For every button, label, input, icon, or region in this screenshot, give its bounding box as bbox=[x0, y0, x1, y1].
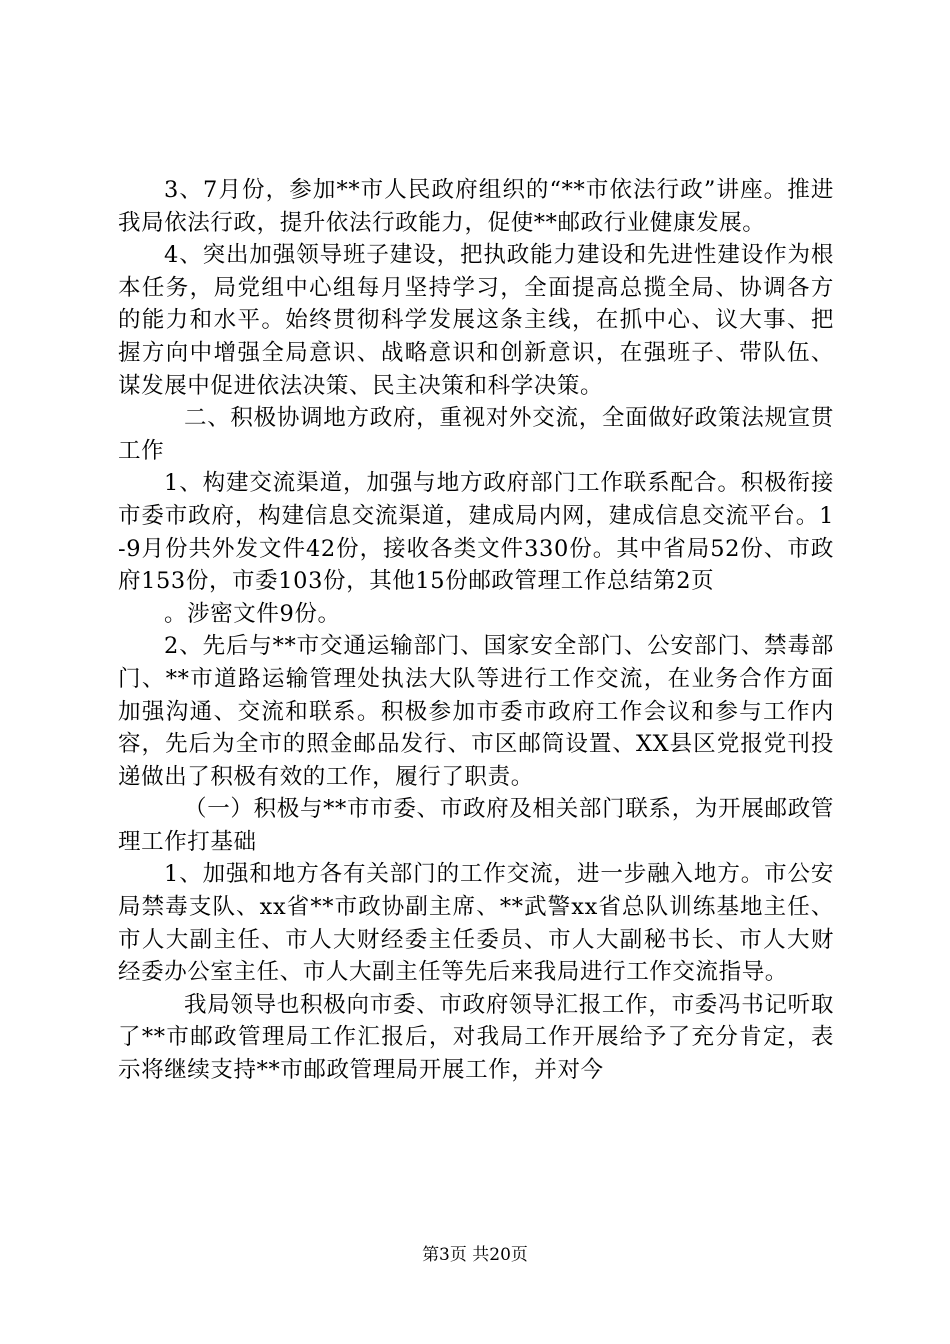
paragraph-item-3: 3、7月份，参加**市人民政府组织的“**市依法行政”讲座。推进我局依法行政，提升依法行政能力，促使**邮政行业健康发展。 bbox=[118, 177, 834, 236]
paragraph-item-1-b: 1、加强和地方各有关部门的工作交流，进一步融入地方。市公安局禁毒支队、xx省**市政协副主席、**武警xx省总队训练基地主任、市人大副主任、市人大财经委主任委员、市人大副秘书长、市人大财经委办公室主任、市人大副主任等先后来我局进行工作交流指导。 bbox=[118, 861, 834, 986]
paragraph-item-4: 4、突出加强领导班子建设，把执政能力建设和先进性建设作为根本任务，局党组中心组每月坚持学习，全面提高总揽全局、协调各方的能力和水平。始终贯彻科学发展这条主线，在抓中心、议大事、把握方向中增强全局意识、战略意识和创新意识，在强班子、带队伍、谋发展中促进依法决策、民主决策和科学决策。 bbox=[118, 242, 834, 399]
page-number-footer: 第3页 共20页 bbox=[422, 1245, 528, 1265]
paragraph-item-2: 2、先后与**市交通运输部门、国家安全部门、公安部门、禁毒部门、**市道路运输管理处执法大队等进行工作交流，在业务合作方面加强沟通、交流和联系。积极参加市委市政府工作会议和参与工作内容，先后为全市的照金邮品发行、市区邮筒设置、XX县区党报党刊投递做出了积极有效的工作，履行了职责。 bbox=[118, 633, 834, 790]
paragraph-continuation: 。涉密文件9份。 bbox=[164, 600, 341, 627]
subsection-heading-1: （一）积极与**市市委、市政府及相关部门联系，为开展邮政管理工作打基础 bbox=[118, 796, 834, 855]
section-heading-2: 二、积极协调地方政府，重视对外交流，全面做好政策法规宣贯工作 bbox=[118, 405, 834, 464]
paragraph-item-1: 1、构建交流渠道，加强与地方政府部门工作联系配合。积极衔接市委市政府，构建信息交流渠道，建成局内网，建成信息交流平台。1-9月份共外发文件42份，接收各类文件330份。其中省局52份、市政府153份，市委103份，其他15份邮政管理工作总结第2页 bbox=[118, 470, 834, 595]
paragraph-report: 我局领导也积极向市委、市政府领导汇报工作，市委冯书记听取了**市邮政管理局工作汇报后，对我局工作开展给予了充分肯定，表示将继续支持**市邮政管理局开展工作，并对今 bbox=[118, 991, 834, 1084]
document-body bbox=[118, 174, 834, 1087]
